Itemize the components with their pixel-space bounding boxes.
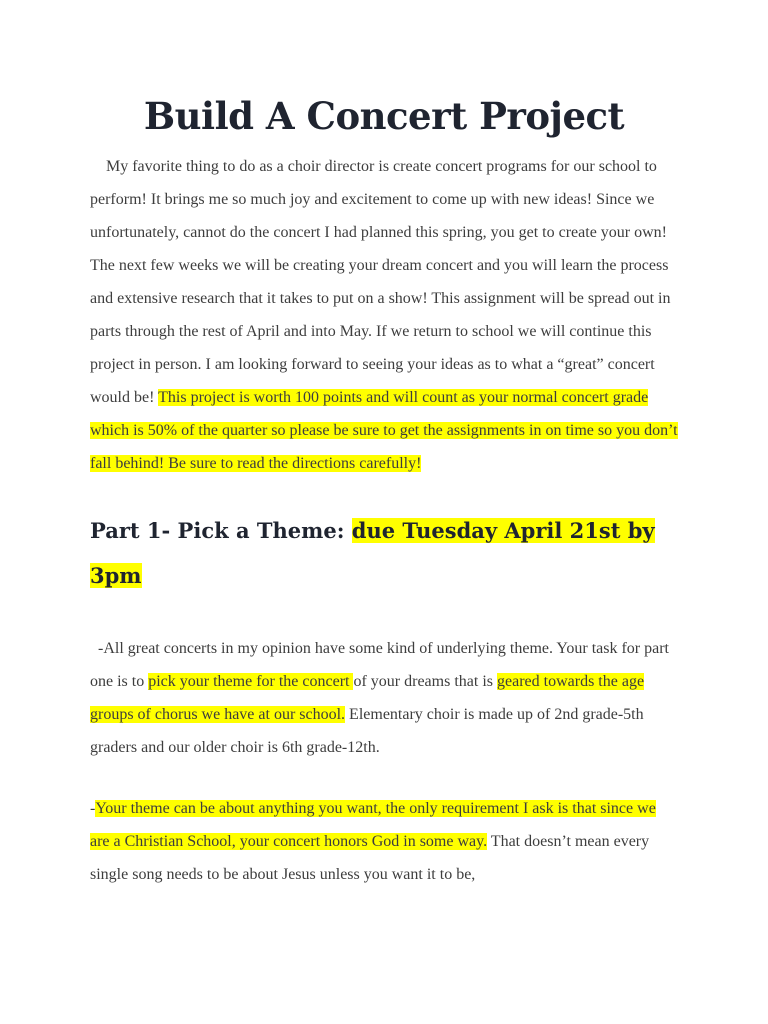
intro-highlight: This project is worth 100 points and will count as your normal concert grade which is 50% of the quarter so please be sure to get the assignments in on time so you don’t fall behind! Be sure to read the directions carefully! <box>90 389 678 472</box>
requirement-text: That doesn’t mean every single song needs to be about Jesus unless you want it to be, <box>90 833 650 883</box>
page-title: Build A Concert Project <box>143 94 625 138</box>
part1-due-date: due Tuesday April 21st by 3pm <box>90 518 655 588</box>
intro-text: My favorite thing to do as a choir director is create concert programs for our school to perform! It brings me so much joy and excitement to come up with new ideas! Since we unfortunately, cannot do the concert I had planned this spring, you get to create your own! The next few weeks we will be creating your dream concert and you will learn the process and extensive research that it takes to put on a show! This assignment will be spread out in parts through the rest of April and into May. If we return to school we will continue this project in person. I am looking forward to seeing your ideas as to what a “great” concert would be! <box>90 158 671 406</box>
part1-text-e: Elementary choir is made up of 2nd grade-5th graders and our older choir is 6th grade-12th. <box>90 706 644 756</box>
requirement-highlight: Your theme can be about anything you want, the only requirement I ask is that since we are a Christian School, your concert honors God in some way. <box>90 800 656 850</box>
intro-paragraph <box>90 150 678 480</box>
part1-heading <box>90 508 678 598</box>
part1-highlight-theme: pick your theme for the concert <box>148 673 354 690</box>
requirement-paragraph <box>90 792 678 891</box>
requirement-dash: - <box>90 800 96 817</box>
part1-paragraph <box>90 632 678 764</box>
part1-text-a: -All great concerts in my opinion have some kind of underlying theme. Your task for part one is to <box>90 640 669 690</box>
part1-heading-label: Part 1- Pick a Theme: <box>90 518 352 543</box>
part1-text-c: of your dreams that is <box>353 673 497 690</box>
part1-highlight-age: geared towards the age groups of chorus we have at our school. <box>90 673 645 723</box>
